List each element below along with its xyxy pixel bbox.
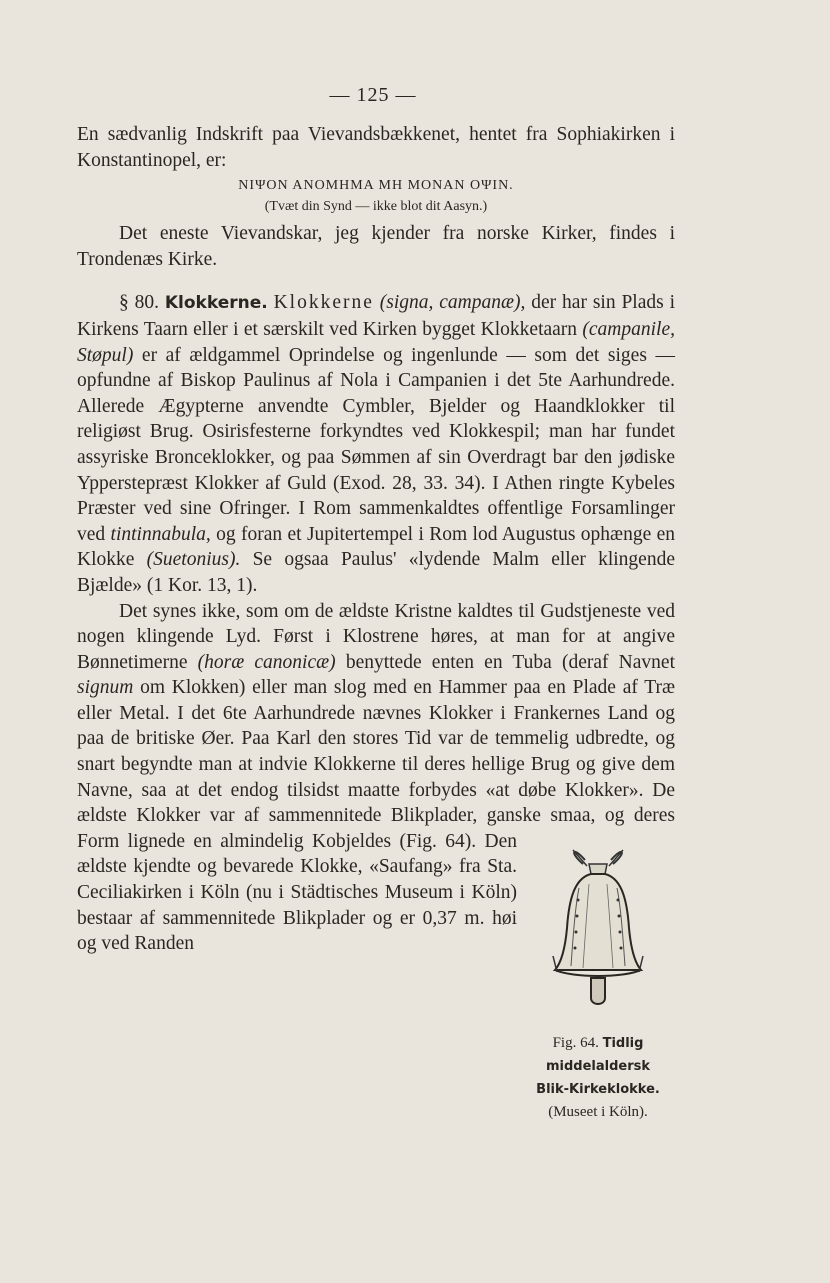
text-run: er af ældgammel Oprindelse og ingenlunde — som det siges — opfundne af Biskop Paulinus af Nola i Campanien i det 5te Aarhundrede. Allerede Ægypterne anvendte Cymbler, Bjelder og Haandklokker til religiøst Brug. Osirisfesterne forkyndtes ved Klokkespil; man har fundet assyriske Bronceklokker, og paa Sømmen af sin Overdragt bar den jødiske Ypperstepræst Klokker af Guld (Exod. 28, 33. 34). I Athen ringte Kybeles Præster ved sine Ofringer. I Rom sammenkaldtes offentlige Forsamlinger ved	[77, 344, 675, 545]
intro-paragraph: En sædvanlig Indskrift paa Vievandsbækkenet, hentet fra Sophiakirken i Konstantinopel, er:	[77, 124, 675, 171]
italic-term: (horæ canonicæ)	[197, 651, 336, 673]
greek-translation: (Tvæt din Synd — ikke blot dit Aasyn.)	[264, 199, 488, 215]
section-marker: § 80.	[119, 292, 159, 314]
text-run: Det synes ikke, som om de ældste Kristne kaldtes til Gudstjeneste ved nogen klingende Lyd. Først i Klostrene høres, at man for at angive Bønnetimerne	[77, 600, 675, 673]
caption-fig-number: Fig. 64.	[552, 1035, 599, 1051]
italic-term: signum	[77, 677, 134, 699]
section-title: Klokkerne.	[164, 293, 268, 314]
text-run: Se ogsaa Paulus' «lydende Malm eller klingende Bjælde» (1 Kor. 13, 1).	[77, 549, 675, 596]
figure-64-block	[518, 838, 678, 1146]
text-run: benyttede enten en Tuba (deraf Navnet	[335, 651, 675, 673]
italic-term: (Suetonius).	[146, 549, 241, 571]
figure-caption	[518, 1032, 678, 1123]
caption-title-line1: Tidlig middelaldersk	[545, 1036, 651, 1074]
italic-term: tintinnabula,	[110, 523, 211, 545]
greek-inscription: ΝΙΨΟΝ ΑΝΟΜΗΜΑ ΜΗ ΜΟΝΑΝ ΟΨΙΝ.	[238, 178, 514, 194]
bell-illustration-icon	[533, 838, 663, 1018]
caption-title-line2: Blik-Kirkeklokke.	[536, 1082, 660, 1097]
italic-term: (signa, campanæ),	[379, 292, 526, 314]
section-80-paragraph	[77, 290, 675, 598]
text-run: og foran et Jupitertempel i Rom lod Augustus ophænge en Klokke	[77, 523, 675, 571]
section-lead-word: Klokkerne	[273, 292, 374, 314]
text-run: om Klokken) eller man slog med en Hammer paa en Plade af Træ eller Metal. I det 6te Aarhundrede nævnes Klokker i Frankernes Land og paa de britiske Øer. Paa Karl den stores Tid var de temmelig udbredte, og snart begyndte man at indvie Klokkerne til deres hellige Brug og give dem Navne, saa at det endog tilsidst maatte forbydes «at døbe Klokker». De ældste Klokker var af sammennitede Blikplader, ganske smaa, og deres Form lignede en almindelig Kobjeldes (Fig. 64). Den ældste kjendte og bevarede Klokke, «Saufang» fra Sta. Ceciliakirken i Köln (nu i Städtisches Museum i Köln) bestaar af sammennitede Blikplader og er 0,37 m. høi og ved Randen	[77, 677, 675, 955]
text-run: der har sin Plads i Kirkens Taarn eller i et særskilt ved Kirken bygget Klokketaarn	[77, 292, 676, 340]
page-number: — 125 —	[329, 84, 417, 106]
vievand-paragraph: Det eneste Vievandskar, jeg kjender fra norske Kirker, findes i Trondenæs Kirke.	[77, 223, 675, 270]
italic-term: (campanile, Støpul)	[77, 318, 675, 366]
caption-source: (Museet i Köln).	[548, 1104, 648, 1120]
